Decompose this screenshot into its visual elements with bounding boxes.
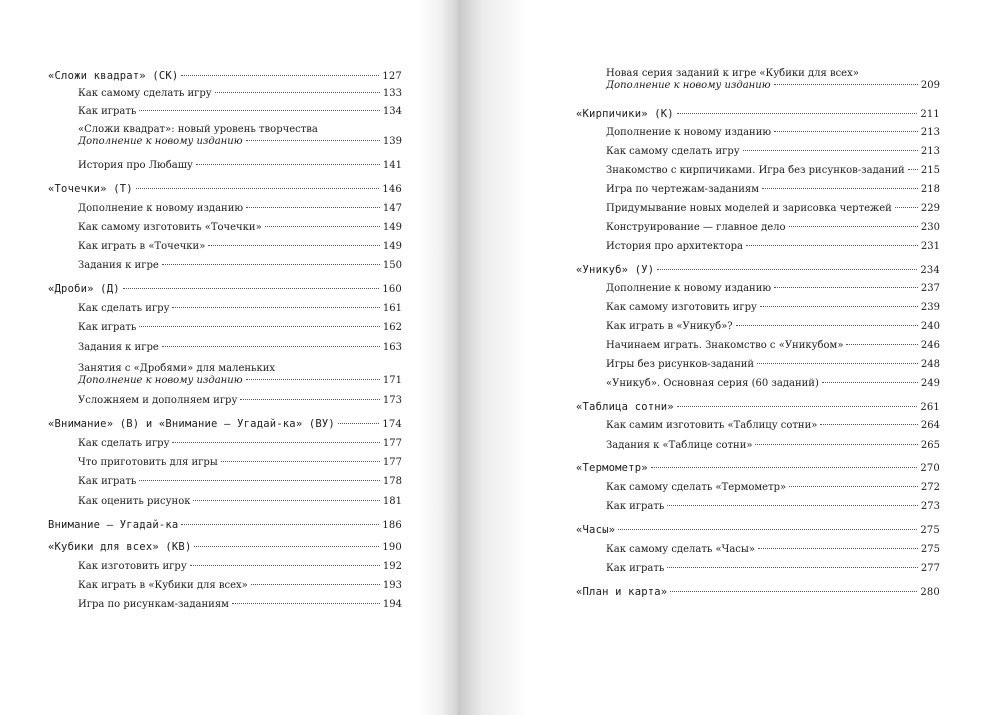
toc-page-number: 246 <box>920 340 940 351</box>
toc-subsection-entry <box>576 340 940 352</box>
toc-subsection-entry <box>48 395 402 407</box>
dot-leader <box>667 567 918 568</box>
dot-leader <box>762 188 918 189</box>
toc-page-number: 192 <box>382 561 402 572</box>
toc-entry-note: Дополнение к новому изданию <box>606 80 771 91</box>
toc-entry-title: «Таблица сотни» <box>576 401 674 413</box>
toc-entry-title: Как сделать игру <box>78 303 170 314</box>
toc-subsection-entry <box>48 599 402 611</box>
toc-page-number: 272 <box>920 482 940 493</box>
dot-leader <box>193 500 379 501</box>
dot-leader <box>895 207 918 208</box>
toc-entry-title-line: Занятия с «Дробями» для маленьких <box>78 363 276 374</box>
toc-page-number: 249 <box>920 378 940 389</box>
toc-page-number: 211 <box>920 109 940 120</box>
toc-page-number: 261 <box>920 402 940 413</box>
toc-entry-title: История про архитектора <box>606 241 743 252</box>
dot-leader <box>123 288 380 289</box>
toc-entry-title: Игра по рисункам-заданиям <box>78 599 229 610</box>
dot-leader <box>651 467 918 468</box>
toc-entry-title: Игры без рисунков-заданий <box>606 359 755 370</box>
toc-entry-title: «Кирпичики» (К) <box>576 108 674 120</box>
toc-page-number: 218 <box>920 184 940 195</box>
toc-section-entry <box>576 462 940 475</box>
toc-subsection-entry <box>576 146 940 158</box>
toc-subsection-entry <box>576 283 940 295</box>
toc-entry-title: Конструирование — главное дело <box>606 222 786 233</box>
toc-page-number: 146 <box>382 184 402 195</box>
toc-page-number: 209 <box>920 80 940 91</box>
toc-entry-title: «Уникуб». Основная серия (60 заданий) <box>606 378 819 389</box>
dot-leader <box>657 269 917 270</box>
toc-page-number: 147 <box>382 203 402 214</box>
toc-page-number: 213 <box>920 146 940 157</box>
toc-entry-title: Дополнение к новому изданию <box>606 127 772 138</box>
dot-leader <box>172 442 379 443</box>
toc-subsection-entry <box>576 68 940 92</box>
toc-entry-title: Как играть в «Уникуб»? <box>606 321 733 332</box>
dot-leader <box>908 169 918 170</box>
toc-subsection-entry <box>576 127 940 139</box>
toc-section-entry <box>576 264 940 277</box>
dot-leader <box>196 164 380 165</box>
toc-entry-title: «Сложи квадрат» (СК) <box>48 70 179 82</box>
dot-leader <box>755 444 917 445</box>
toc-subsection-entry <box>576 165 940 177</box>
dot-leader <box>194 546 379 547</box>
dot-leader <box>670 591 917 592</box>
dot-leader <box>618 529 917 530</box>
toc-entry-title: История про Любашу <box>78 160 193 171</box>
dot-leader <box>774 84 918 85</box>
toc-subsection-entry <box>576 563 940 575</box>
toc-entry-title: Как изготовить игру <box>78 561 187 572</box>
toc-section-entry <box>576 401 940 414</box>
toc-page-number: 230 <box>920 222 940 233</box>
toc-entry-title-line: Новая серия заданий к игре «Кубики для всех» <box>606 68 859 79</box>
toc-subsection-entry <box>48 88 402 100</box>
toc-entry-title-line: «Сложи квадрат»: новый уровень творчества <box>78 124 318 135</box>
toc-page-number: 215 <box>920 165 940 176</box>
toc-section-entry <box>576 524 940 537</box>
toc-page-number: 163 <box>382 342 402 353</box>
dot-leader <box>736 325 918 326</box>
dot-leader <box>181 75 379 76</box>
toc-page-number: 174 <box>382 419 402 430</box>
toc-entry-title: Что приготовить для игры <box>78 457 218 468</box>
dot-leader <box>139 110 380 111</box>
dot-leader <box>232 603 380 604</box>
toc-page-number: 171 <box>382 375 402 386</box>
toc-entry-title: Как самому сделать игру <box>606 146 740 157</box>
toc-subsection-entry <box>576 302 940 314</box>
dot-leader <box>190 565 380 566</box>
toc-entry-title: Как играть в «Точечки» <box>78 241 206 252</box>
dot-leader <box>215 92 380 93</box>
toc-page-number: 161 <box>382 303 402 314</box>
toc-entry-title: Как оценить рисунок <box>78 496 191 507</box>
toc-page-number: 213 <box>920 127 940 138</box>
toc-entry-title: Задания к игре <box>78 260 159 271</box>
toc-entry-title: Как самому сделать «Часы» <box>606 544 755 555</box>
toc-entry-title: Как играть в «Кубики для всех» <box>78 580 248 591</box>
dot-leader <box>822 382 918 383</box>
toc-entry-title: Игра по чертежам-заданиям <box>606 184 760 195</box>
dot-leader <box>162 346 380 347</box>
toc-entry-title: «План и карта» <box>576 586 668 598</box>
toc-page-number: 177 <box>382 457 402 468</box>
dot-leader <box>172 307 379 308</box>
toc-entry-note: Дополнение к новому изданию <box>78 136 243 147</box>
toc-subsection-entry <box>48 561 402 573</box>
dot-leader <box>208 245 380 246</box>
toc-page-number: 150 <box>382 260 402 271</box>
toc-subsection-entry <box>48 222 402 234</box>
dot-leader <box>265 226 380 227</box>
toc-page-number: 280 <box>920 587 940 598</box>
dot-leader <box>789 486 918 487</box>
dot-leader <box>251 584 380 585</box>
toc-entry-title: Как самому сделать игру <box>78 88 212 99</box>
toc-page-number: 264 <box>920 420 940 431</box>
toc-page-number: 237 <box>920 283 940 294</box>
dot-leader <box>139 326 380 327</box>
toc-page-number: 240 <box>920 321 940 332</box>
toc-subsection-entry <box>576 321 940 333</box>
toc-entry-title: «Уникуб» (У) <box>576 264 655 276</box>
toc-page-number: 270 <box>920 463 940 474</box>
toc-entry-title: «Кубики для всех» (КВ) <box>48 541 192 553</box>
toc-subsection-entry <box>48 160 402 172</box>
toc-page-number: 265 <box>920 440 940 451</box>
toc-page-number: 194 <box>382 599 402 610</box>
toc-section-entry <box>48 283 402 296</box>
toc-page-number: 231 <box>920 241 940 252</box>
toc-section-entry <box>48 418 402 431</box>
toc-subsection-entry <box>576 544 940 556</box>
toc-entry-title: Как сделать игру <box>78 438 170 449</box>
toc-entry-title: Дополнение к новому изданию <box>606 283 772 294</box>
toc-entry-note: Дополнение к новому изданию <box>78 375 243 386</box>
toc-subsection-entry <box>576 241 940 253</box>
toc-page-number: 275 <box>920 525 940 536</box>
toc-page-number: 234 <box>920 265 940 276</box>
dot-leader <box>139 480 380 481</box>
toc-page-number: 178 <box>382 476 402 487</box>
toc-entry-title: «Термометр» <box>576 462 648 474</box>
toc-subsection-entry <box>48 457 402 469</box>
toc-subsection-entry <box>48 363 402 387</box>
toc-entry-title: Задания к игре <box>78 342 159 353</box>
left-page <box>0 0 458 715</box>
toc-page-number: 277 <box>920 563 940 574</box>
toc-page-number: 141 <box>382 160 402 171</box>
toc-subsection-entry <box>576 378 940 390</box>
toc-entry-title: Придумывание новых моделей и зарисовка чертежей <box>606 203 892 214</box>
toc-entry-title: Как играть <box>78 476 137 487</box>
toc-subsection-entry <box>48 260 402 272</box>
dot-leader <box>240 399 380 400</box>
toc-subsection-entry <box>48 241 402 253</box>
toc-subsection-entry <box>48 322 402 334</box>
dot-leader <box>746 245 918 246</box>
toc-section-entry <box>48 70 402 83</box>
dot-leader <box>246 379 380 380</box>
toc-entry-title: Как самому изготовить игру <box>606 302 757 313</box>
toc-page-number: 275 <box>920 544 940 555</box>
dot-leader <box>162 264 380 265</box>
dot-leader <box>758 548 918 549</box>
toc-entry-title: Дополнение к новому изданию <box>78 203 244 214</box>
toc-subsection-entry <box>48 496 402 508</box>
toc-subsection-entry <box>48 203 402 215</box>
toc-entry-title: Внимание — Угадай-ка <box>48 519 179 531</box>
dot-leader <box>743 150 918 151</box>
toc-entry-title: «Точечки» (Т) <box>48 183 133 195</box>
toc-subsection-entry <box>48 303 402 315</box>
dot-leader <box>757 363 918 364</box>
dot-leader <box>677 113 917 114</box>
toc-entry-title: Усложняем и дополняем игру <box>78 395 238 406</box>
toc-section-entry <box>48 541 402 554</box>
dot-leader <box>846 344 917 345</box>
toc-subsection-entry <box>576 420 940 432</box>
toc-page-number: 127 <box>382 71 402 82</box>
toc-entry-title: Начинаем играть. Знакомство с «Уникубом» <box>606 340 844 351</box>
toc-subsection-entry <box>576 203 940 215</box>
toc-section-entry <box>48 519 402 532</box>
toc-entry-title: «Часы» <box>576 524 616 536</box>
toc-page-number: 160 <box>382 284 402 295</box>
toc-subsection-entry <box>576 440 940 452</box>
toc-page-number: 139 <box>382 136 402 147</box>
toc-page-number: 134 <box>382 106 402 117</box>
toc-section-entry <box>48 183 402 196</box>
dot-leader <box>774 287 918 288</box>
toc-entry-title: Задания к «Таблице сотни» <box>606 440 753 451</box>
toc-page-number: 273 <box>920 501 940 512</box>
toc-entry-title: Как самому сделать «Термометр» <box>606 482 787 493</box>
toc-section-entry <box>576 108 940 121</box>
toc-entry-title: Как играть <box>78 106 137 117</box>
right-page <box>458 0 1000 715</box>
toc-page-number: 149 <box>382 222 402 233</box>
toc-page-number: 186 <box>382 520 402 531</box>
dot-leader <box>181 524 379 525</box>
dot-leader <box>246 207 380 208</box>
toc-subsection-entry <box>48 580 402 592</box>
toc-subsection-entry <box>48 124 402 148</box>
dot-leader <box>136 188 380 189</box>
dot-leader <box>221 461 380 462</box>
toc-entry-title: «Дроби» (Д) <box>48 283 120 295</box>
toc-page-number: 162 <box>382 322 402 333</box>
toc-page-number: 181 <box>382 496 402 507</box>
toc-page-number: 173 <box>382 395 402 406</box>
toc-entry-title: Как играть <box>606 501 665 512</box>
toc-page-number: 239 <box>920 302 940 313</box>
toc-subsection-entry <box>48 438 402 450</box>
toc-subsection-entry <box>576 359 940 371</box>
toc-entry-title: Знакомство с кирпичиками. Игра без рисунков-заданий <box>606 165 905 176</box>
toc-subsection-entry <box>576 222 940 234</box>
toc-page-number: 248 <box>920 359 940 370</box>
toc-subsection-entry <box>576 501 940 513</box>
dot-leader <box>677 406 917 407</box>
toc-subsection-entry <box>48 476 402 488</box>
toc-subsection-entry <box>576 482 940 494</box>
dot-leader <box>820 424 918 425</box>
toc-page-number: 133 <box>382 88 402 99</box>
toc-entry-title: Как играть <box>78 322 137 333</box>
toc-entry-title: Как самому изготовить «Точечки» <box>78 222 262 233</box>
dot-leader <box>774 131 918 132</box>
toc-entry-title: «Внимание» (В) и «Внимание — Угадай-ка» (ВУ) <box>48 418 335 430</box>
dot-leader <box>760 306 918 307</box>
toc-page-number: 193 <box>382 580 402 591</box>
dot-leader <box>789 226 918 227</box>
dot-leader <box>246 140 380 141</box>
toc-page-number: 229 <box>920 203 940 214</box>
toc-entry-title: Как самим изготовить «Таблицу сотни» <box>606 420 818 431</box>
toc-subsection-entry <box>576 184 940 196</box>
toc-page-number: 177 <box>382 438 402 449</box>
toc-page-number: 149 <box>382 241 402 252</box>
toc-page-number: 190 <box>382 542 402 553</box>
toc-subsection-entry <box>48 342 402 354</box>
dot-leader <box>667 505 918 506</box>
toc-section-entry <box>576 586 940 599</box>
toc-subsection-entry <box>48 106 402 118</box>
toc-entry-title: Как играть <box>606 563 665 574</box>
dot-leader <box>338 423 379 424</box>
